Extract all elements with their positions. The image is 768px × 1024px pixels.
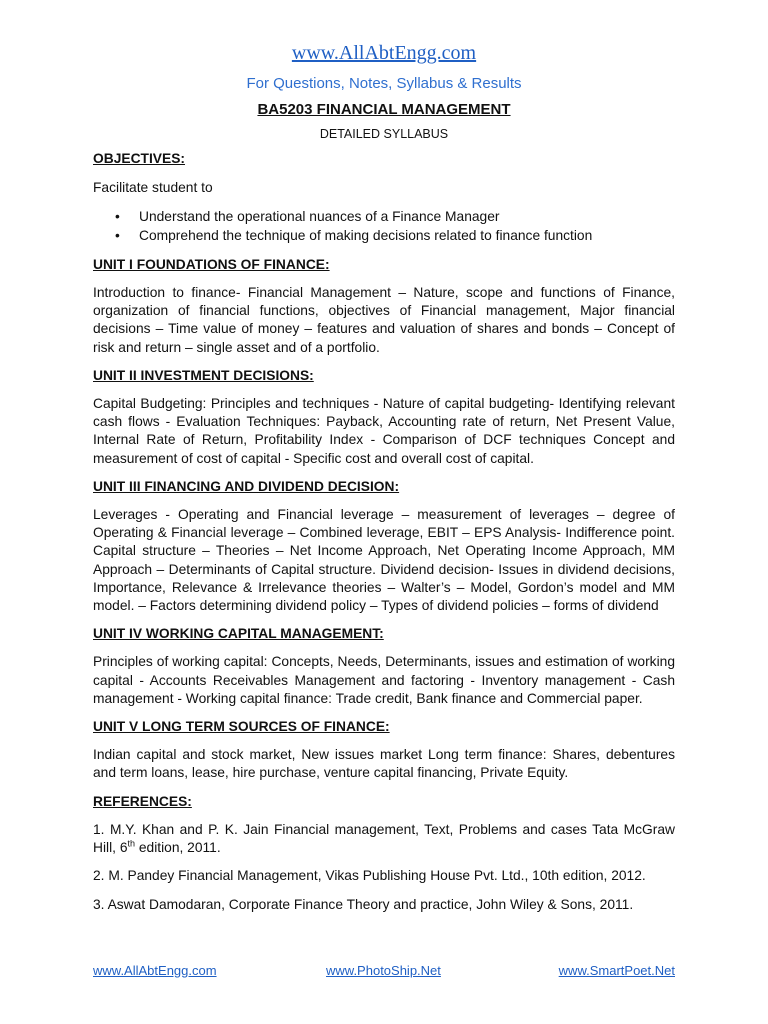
reference-1-superscript: th (127, 838, 136, 849)
reference-2: 2. M. Pandey Financial Management, Vikas Publishing House Pvt. Ltd., 10th edition, 2012. (93, 868, 646, 884)
objective-text: Comprehend the technique of making decisions related to finance function (139, 227, 593, 243)
list-item (93, 208, 675, 226)
references-heading: REFERENCES: (93, 793, 192, 809)
objectives-intro: Facilitate student to (93, 180, 213, 196)
site-header-link[interactable]: www.AllAbtEngg.com (291, 42, 477, 64)
course-title: BA5203 FINANCIAL MANAGEMENT (257, 101, 511, 118)
reference-1-text: 1. M.Y. Khan and P. K. Jain Financial management, Text, Problems and cases Tata McGraw Hill, 6 (93, 821, 675, 856)
reference-1-tail: edition, 2011. (135, 840, 221, 856)
footer-link-photoship[interactable]: www.PhotoShip.Net (326, 963, 441, 978)
footer-link-smartpoet[interactable]: www.SmartPoet.Net (558, 963, 675, 978)
objectives-heading: OBJECTIVES: (93, 151, 185, 166)
site-tagline: For Questions, Notes, Syllabus & Results (246, 75, 522, 92)
unit-5-heading: UNIT V LONG TERM SOURCES OF FINANCE: (93, 719, 390, 735)
unit-4-body: Principles of working capital: Concepts, Needs, Determinants, issues and estimation of working capital - Accounts Receivables Management and factoring - Inventory management - Cash management - Working capital finance: Trade credit, Bank finance and Commercial paper. (93, 654, 675, 706)
document-subtitle: DETAILED SYLLABUS (319, 127, 449, 141)
unit-4-heading: UNIT IV WORKING CAPITAL MANAGEMENT: (93, 626, 384, 642)
objectives-list (93, 208, 675, 244)
unit-2-body: Capital Budgeting: Principles and techniques - Nature of capital budgeting- Identifying relevant cash flows - Evaluation Techniques: Payback, Accounting rate of return, Net Present Value, Internal Rate of Return, Profitability Index - Comparison of DCF techniques Concept and measurement of cost of capital - Specific cost and overall cost of capital. (93, 396, 675, 466)
list-item (93, 227, 675, 245)
syllabus-content (93, 150, 675, 914)
unit-5-body: Indian capital and stock market, New issues market Long term finance: Shares, debentures and term loans, lease, hire purchase, venture capital financing, Private Equity. (93, 747, 675, 781)
unit-1-body: Introduction to finance- Financial Management – Nature, scope and functions of Finance, organization of financial functions, objectives of Financial management, Major financial decisions – Time value of money – features and valuation of shares and bonds – Concept of risk and return – single asset and of a portfolio. (93, 285, 675, 355)
unit-2-heading: UNIT II INVESTMENT DECISIONS: (93, 367, 314, 383)
unit-1-heading: UNIT I FOUNDATIONS OF FINANCE: (93, 256, 330, 272)
footer-links (93, 963, 675, 981)
footer-link-allabtengg[interactable]: www.AllAbtEngg.com (93, 963, 217, 978)
objective-text: Understand the operational nuances of a Finance Manager (139, 209, 500, 225)
reference-1 (93, 821, 675, 857)
unit-3-heading: UNIT III FINANCING AND DIVIDEND DECISION: (93, 478, 400, 494)
bullet-icon: • (115, 209, 120, 225)
unit-3-body: Leverages - Operating and Financial leverage – measurement of leverages – degree of Operating & Financial leverage – Combined leverage, EBIT – EPS Analysis- Indifference point. Capital structure – Theories – Net Income Approach, Net Operating Income Approach, MM Approach – Determinants of Capital structure. Dividend decision- Issues in dividend decisions, Importance, Relevance & Irrelevance theories – Walter’s – Model, Gordon’s model and MM model. – Factors determining dividend policy – Types of dividend policies – forms of dividend (93, 507, 675, 614)
bullet-icon: • (115, 227, 120, 243)
reference-3: 3. Aswat Damodaran, Corporate Finance Theory and practice, John Wiley & Sons, 2011. (93, 896, 634, 912)
